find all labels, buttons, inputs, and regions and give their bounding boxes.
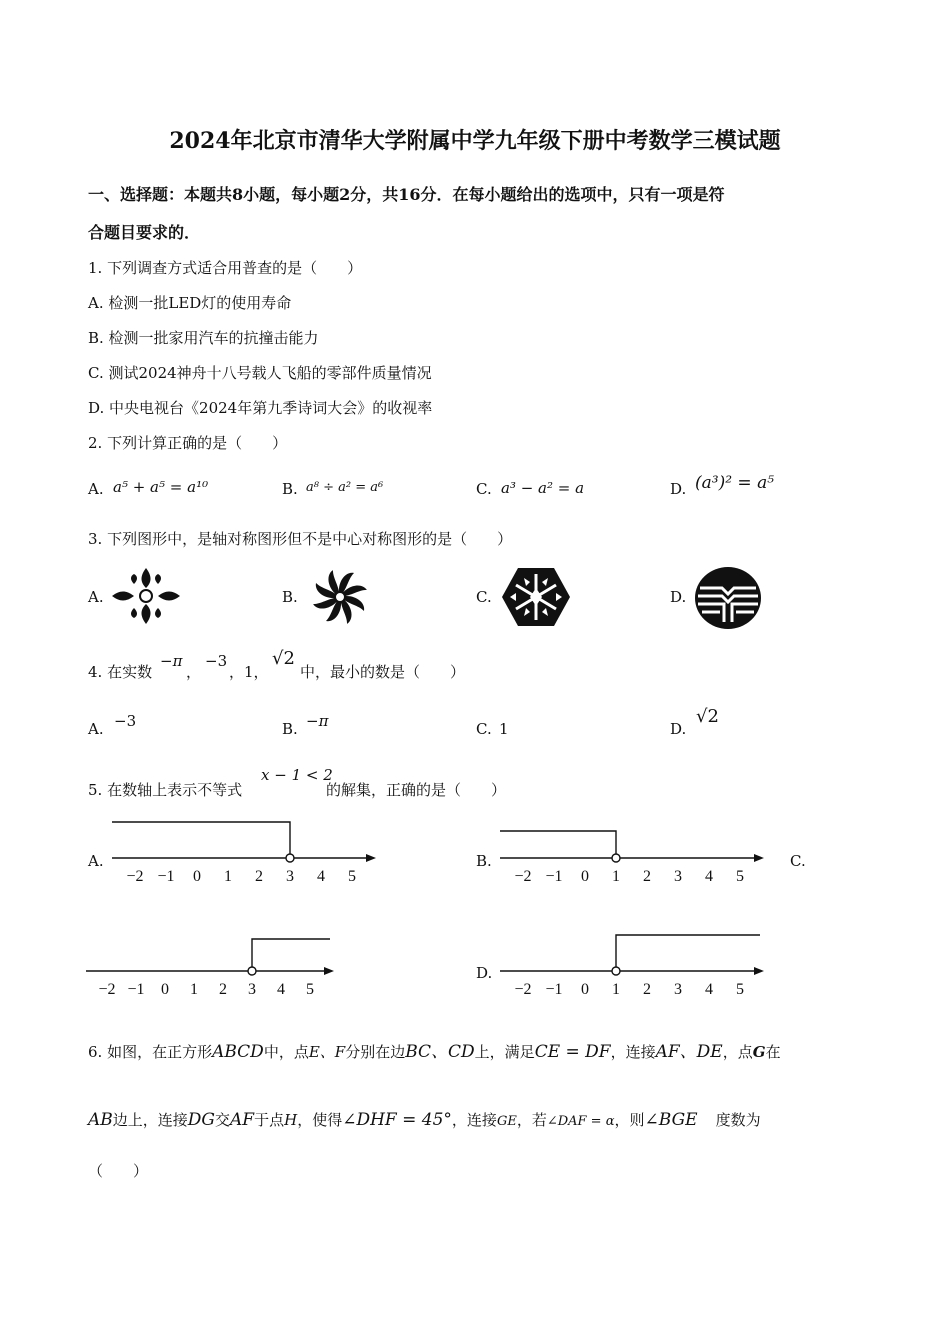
tick-label: 4 (317, 868, 325, 885)
tick-label: 1 (612, 868, 620, 885)
q6-text: 中，点 (263, 1043, 309, 1061)
tick-label: 5 (306, 981, 314, 998)
q6-math-angle-daf: ∠DAF = α (546, 1114, 615, 1129)
q2-option-c-expr: a³ − a² = a (501, 479, 585, 497)
q6-text: 在 (765, 1043, 781, 1061)
page-title: 2024年北京市清华大学附属中学九年级下册中考数学三模试题 (169, 128, 781, 154)
q3-figure-a-ornament (108, 564, 184, 628)
q4-option-b-value: −π (306, 712, 329, 730)
q2-option-d-expr: (a³)² = a⁵ (695, 473, 775, 493)
tick-label: −2 (514, 868, 532, 885)
q6-math-abcd: ABCD (212, 1042, 264, 1062)
q1-option-a: A. 检测一批LED灯的使用寿命 (88, 294, 292, 312)
tick-label: 2 (255, 868, 263, 885)
q6-text: 度数为 (715, 1111, 761, 1129)
q6-text: ，若 (516, 1111, 547, 1129)
q5-option-c-label: C. (790, 852, 806, 870)
tick-label: 2 (219, 981, 227, 998)
q2-stem: 2. 下列计算正确的是（ ） (88, 434, 288, 452)
q6-text: 交 (215, 1111, 231, 1129)
tick-label: 3 (286, 868, 294, 885)
q4-option-d-value: √2 (696, 706, 719, 727)
q6-line2 (88, 1109, 761, 1130)
q2-option-d-label: D. (670, 480, 687, 498)
q4-number-neg-3: −3 (205, 652, 228, 670)
solution-ray (616, 935, 760, 967)
tick-label: 3 (248, 981, 256, 998)
tick-label: −1 (545, 868, 563, 885)
axis-arrow (754, 967, 764, 975)
q6-math-g: G (752, 1043, 766, 1061)
axis-arrow (754, 854, 764, 862)
q1-option-c: C. 测试2024神舟十八号载人飞船的零部件质量情况 (88, 364, 432, 382)
q5-numberline-d (492, 928, 772, 1000)
q4-stem-suffix: 中，最小的数是（ ） (300, 663, 466, 681)
axis-arrow (366, 854, 376, 862)
q2-option-a-label: A. (88, 480, 104, 498)
solution-ray (500, 831, 616, 854)
tick-label: −2 (98, 981, 116, 998)
tick-label: −2 (126, 868, 144, 885)
q6-text: 6. 如图，在正方形 (88, 1043, 213, 1061)
tick-label: 1 (224, 868, 232, 885)
tick-label: 1 (612, 981, 620, 998)
q6-text: ，点 (722, 1043, 753, 1061)
open-circle (286, 854, 294, 862)
tick-label: 4 (277, 981, 285, 998)
q6-text: 上，满足 (474, 1043, 535, 1061)
q3-option-a-label: A. (88, 588, 104, 606)
q6-line3: （ ） (88, 1162, 149, 1180)
q1-option-b: B. 检测一批家用汽车的抗撞击能力 (88, 329, 319, 347)
open-circle (612, 854, 620, 862)
q2-option-b-expr: a⁸ ÷ a² = a⁶ (306, 480, 384, 495)
q4-option-a-label: A. (88, 720, 104, 738)
q6-math-bc-cd: BC、CD (405, 1042, 475, 1062)
q6-text: 边上，连接 (112, 1111, 188, 1129)
q4-number-neg-pi: −π (160, 652, 183, 670)
q4-option-b-label: B. (282, 720, 298, 738)
q5-option-b-label: B. (476, 852, 492, 870)
q3-stem: 3. 下列图形中，是轴对称图形但不是中心对称图形的是（ ） (88, 530, 513, 548)
tick-label: −1 (545, 981, 563, 998)
section-heading-line1: 一、选择题：本题共8小题，每小题2分，共16分．在每小题给出的选项中，只有一项是符 (88, 185, 725, 204)
q6-math-af-de: AF、DE (655, 1042, 723, 1062)
q3-option-c-label: C. (476, 588, 492, 606)
q5-option-a-label: A. (88, 852, 104, 870)
q6-text: ，则 (614, 1111, 645, 1129)
q6-math-h: H (284, 1111, 298, 1129)
tick-label: −1 (157, 868, 175, 885)
q2-option-c-label: C. (476, 480, 492, 498)
tick-label: 2 (643, 981, 651, 998)
q3-figure-b-pinwheel (306, 566, 374, 628)
tick-label: 5 (736, 868, 744, 885)
q6-text: ，连接 (451, 1111, 497, 1129)
q4-number-sqrt2: √2 (272, 648, 295, 669)
q5-stem-suffix: 的解集，正确的是（ ） (326, 781, 507, 799)
q1-option-d: D. 中央电视台《2024年第九季诗词大会》的收视率 (88, 399, 433, 417)
tick-label: 0 (193, 868, 201, 885)
q3-figure-c-hexagon (500, 566, 572, 628)
q4-separator-1: ， (186, 663, 202, 681)
q1-stem: 1. 下列调查方式适合用普查的是（ ） (88, 259, 363, 277)
q4-option-d-label: D. (670, 720, 687, 738)
q2-option-b-label: B. (282, 480, 298, 498)
q4-stem-prefix: 4. 在实数 (88, 663, 153, 681)
tick-label: 3 (674, 868, 682, 885)
tick-label: 0 (581, 981, 589, 998)
q6-math-ef: E、F (308, 1043, 346, 1061)
q5-inequality: x − 1 < 2 (261, 766, 333, 784)
q6-text: 于点 (254, 1111, 285, 1129)
tick-label: 0 (581, 868, 589, 885)
q4-option-c-label: C. (476, 720, 492, 738)
q3-option-b-label: B. (282, 588, 298, 606)
tick-label: 1 (190, 981, 198, 998)
q6-text: 分别在边 (345, 1043, 406, 1061)
solution-ray (112, 822, 290, 854)
q4-separator-2: ，1， (229, 663, 269, 681)
q5-option-d-label: D. (476, 964, 493, 982)
axis-arrow (324, 967, 334, 975)
section-heading-line2: 合题目要求的． (88, 223, 201, 242)
tick-label: 4 (705, 868, 713, 885)
tick-label: 0 (161, 981, 169, 998)
q2-option-a-expr: a⁵ + a⁵ = a¹⁰ (113, 478, 209, 496)
q5-numberline-a (104, 815, 384, 887)
q5-numberline-c (84, 928, 348, 1000)
tick-label: 5 (348, 868, 356, 885)
solution-ray (252, 939, 330, 967)
open-circle (612, 967, 620, 975)
q6-math-dg: DG (187, 1110, 216, 1130)
open-circle (248, 967, 256, 975)
q6-line1 (88, 1037, 781, 1062)
tick-label: −1 (127, 981, 145, 998)
tick-label: 3 (674, 981, 682, 998)
q6-text: ，使得 (297, 1111, 343, 1129)
tick-label: 5 (736, 981, 744, 998)
tick-label: −2 (514, 981, 532, 998)
q6-math-angle-dhf: ∠DHF = 45° (342, 1110, 452, 1130)
q5-stem-prefix: 5. 在数轴上表示不等式 (88, 781, 243, 799)
q6-math-ce-df: CE = DF (534, 1042, 611, 1062)
q3-figure-d-disc (694, 566, 762, 630)
q6-math-ge: GE (496, 1114, 517, 1129)
q3-option-d-label: D. (670, 588, 687, 606)
q4-option-a-value: −3 (114, 712, 137, 730)
tick-label: 2 (643, 868, 651, 885)
q6-math-af: AF (230, 1110, 255, 1130)
q6-math-angle-bge: ∠BGE (644, 1110, 698, 1130)
q6-math-ab: AB (88, 1110, 113, 1130)
q6-text: ，连接 (610, 1043, 656, 1061)
q4-option-c-value: 1 (499, 720, 509, 738)
tick-label: 4 (705, 981, 713, 998)
q5-numberline-b (492, 815, 772, 887)
